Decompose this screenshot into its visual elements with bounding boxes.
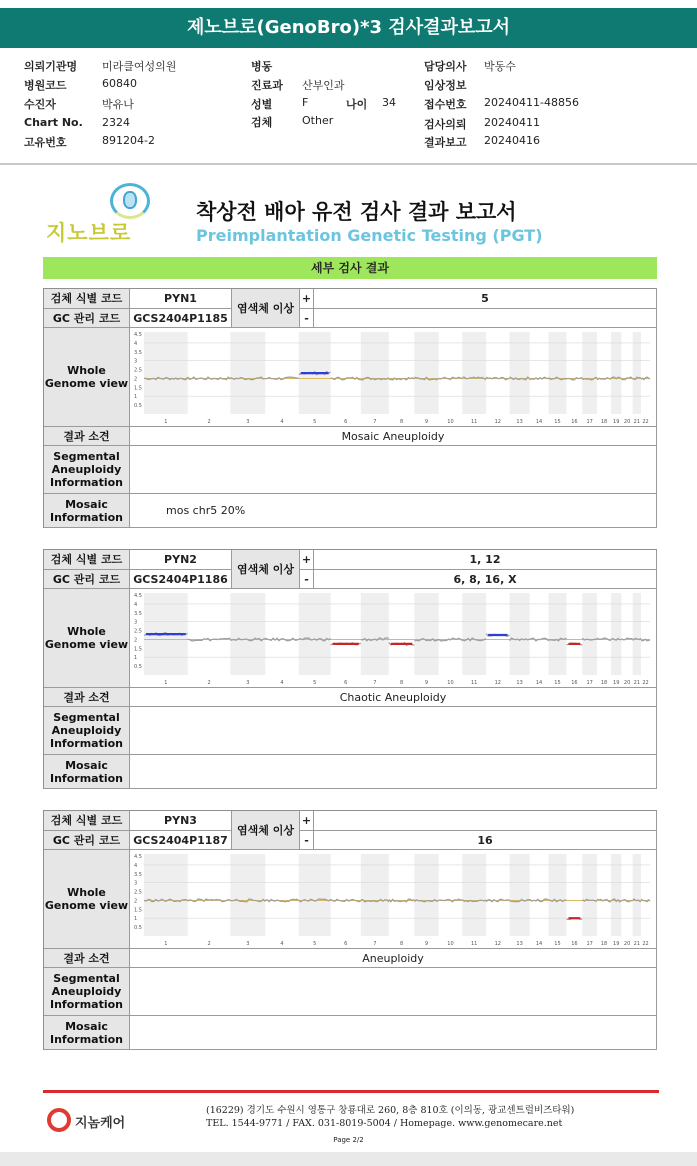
label-segmental: Segmental Aneuploidy Information — [44, 446, 130, 494]
whole-genome-chart-cell — [130, 589, 657, 688]
label-mosaic: Mosaic Information — [44, 755, 130, 789]
patient-info-header — [0, 52, 697, 162]
label-clinical-info: 임상정보 — [424, 79, 467, 92]
label-loss: - — [300, 831, 314, 850]
chromosome-band — [611, 593, 621, 675]
copy-number-trace — [621, 900, 632, 902]
chromosome-label: 11 — [471, 941, 478, 947]
label-segmental: Segmental Aneuploidy Information — [44, 707, 130, 755]
footer-contact: TEL. 1544-9771 / FAX. 031-8019-5004 / Homepage. www.genomecare.net — [206, 1118, 563, 1129]
value-doctor: 박동수 — [484, 60, 516, 73]
logo-text: 지노브로 — [46, 221, 132, 245]
y-tick-label: 3.5 — [134, 349, 142, 356]
y-tick-label: 2 — [134, 637, 138, 644]
chromosome-label: 19 — [613, 419, 620, 425]
chromosome-label: 2 — [207, 941, 211, 947]
value-result: Chaotic Aneuploidy — [130, 688, 657, 707]
value-segmental — [130, 446, 657, 494]
chromosome-band — [633, 332, 641, 414]
value-patient: 박유나 — [102, 98, 134, 111]
chromosome-label: 16 — [571, 680, 578, 686]
label-result: 결과 소견 — [44, 949, 130, 968]
label-gain: + — [300, 289, 314, 309]
label-chromosome-abnormality: 염색체 이상 — [232, 289, 300, 328]
whole-genome-chart-cell — [130, 850, 657, 949]
y-tick-label: 1.5 — [134, 907, 142, 914]
chromosome-label: 21 — [633, 419, 641, 425]
chromosome-label: 15 — [554, 680, 561, 686]
label-age: 나이 — [346, 98, 368, 111]
chromosome-label: 10 — [447, 941, 454, 947]
chromosome-label: 6 — [344, 419, 348, 425]
y-tick-label: 4 — [134, 340, 138, 347]
chromosome-label: 11 — [471, 680, 478, 686]
value-gain-chromosomes: 1, 12 — [314, 550, 657, 570]
page-number: Page 2/2 — [333, 1136, 364, 1144]
label-gc-code: GC 관리 코드 — [44, 309, 130, 328]
label-gain: + — [300, 811, 314, 831]
chromosome-band — [361, 332, 389, 414]
chromosome-label: 21 — [633, 680, 641, 686]
value-chart-no: 2324 — [102, 116, 130, 129]
y-tick-label: 4.5 — [134, 854, 142, 860]
chromosome-label: 7 — [373, 419, 377, 425]
chromosome-band — [633, 854, 641, 936]
value-client: 미라클여성의원 — [102, 60, 177, 73]
copy-number-trace — [265, 638, 298, 641]
chromosome-label: 7 — [373, 941, 377, 947]
chromosome-band — [230, 332, 265, 414]
value-loss-chromosomes: 16 — [314, 831, 657, 850]
chromosome-label: 18 — [600, 419, 608, 425]
chromosome-label: 12 — [494, 941, 501, 947]
chromosome-label: 19 — [613, 680, 620, 686]
label-loss: - — [300, 570, 314, 589]
genobro-logo — [46, 183, 161, 243]
label-sex: 성별 — [251, 98, 273, 111]
chromosome-label: 16 — [571, 941, 578, 947]
copy-number-trace — [641, 377, 650, 379]
y-tick-label: 3 — [134, 358, 138, 365]
y-tick-label: 0.5 — [134, 403, 142, 410]
y-tick-label: 2.5 — [134, 367, 142, 374]
chromosome-label: 6 — [344, 680, 348, 686]
chromosome-label: 1 — [164, 680, 168, 686]
label-whole-genome-view: Whole Genome view — [44, 850, 130, 949]
label-doctor: 담당의사 — [424, 60, 467, 73]
value-sex: F — [302, 96, 309, 109]
chromosome-band — [462, 332, 486, 414]
y-tick-label: 1.5 — [134, 385, 142, 392]
chromosome-label: 8 — [399, 419, 404, 425]
chromosome-label: 13 — [516, 941, 523, 947]
chromosome-label: 22 — [642, 680, 649, 686]
value-department: 산부인과 — [302, 79, 345, 92]
chromosome-label: 13 — [516, 419, 523, 425]
value-age: 34 — [382, 96, 396, 109]
report-subtitle: Preimplantation Genetic Testing (PGT) — [196, 226, 543, 245]
chromosome-band — [462, 593, 486, 675]
y-tick-label: 3.5 — [134, 871, 142, 878]
label-chromosome-abnormality: 염색체 이상 — [232, 811, 300, 850]
y-tick-label: 1 — [134, 394, 138, 401]
chromosome-label: 14 — [535, 419, 543, 425]
label-request-date: 검사의뢰 — [424, 118, 467, 131]
label-sample-code: 검체 식별 코드 — [44, 289, 130, 309]
chromosome-label: 22 — [642, 941, 649, 947]
y-tick-label: 1 — [134, 655, 138, 662]
chromosome-label: 10 — [447, 680, 454, 686]
y-tick-label: 2.5 — [134, 889, 142, 896]
label-gain: + — [300, 550, 314, 570]
value-request-date: 20240411 — [484, 116, 540, 129]
chromosome-label: 4 — [280, 680, 284, 686]
chromosome-band — [582, 854, 597, 936]
footer-address: (16229) 경기도 수원시 영통구 창룡대로 260, 8층 810호 (이의동, 광교센트럴비즈타워) — [206, 1105, 575, 1116]
label-loss: - — [300, 309, 314, 328]
label-ward: 병동 — [251, 60, 273, 73]
report-title: 착상전 배아 유전 검사 결과 보고서 — [196, 200, 517, 224]
y-tick-label: 4.5 — [134, 332, 142, 338]
value-gc-code: GCS2404P1185 — [130, 309, 232, 328]
chromosome-band — [510, 593, 530, 675]
sample-block — [43, 549, 657, 789]
y-tick-label: 1.5 — [134, 646, 142, 653]
y-tick-label: 3 — [134, 619, 138, 626]
footer-address-block — [206, 1104, 574, 1130]
chromosome-band — [633, 593, 641, 675]
whole-genome-chart — [130, 589, 657, 688]
label-whole-genome-view: Whole Genome view — [44, 328, 130, 427]
value-loss-chromosomes — [314, 309, 657, 328]
logo-embryo-icon — [123, 191, 137, 209]
chromosome-label: 6 — [344, 941, 348, 947]
chromosome-label: 18 — [600, 941, 608, 947]
chromosome-label: 15 — [554, 941, 561, 947]
label-receipt-no: 접수번호 — [424, 98, 467, 111]
chromosome-label: 9 — [424, 680, 429, 686]
value-segmental — [130, 707, 657, 755]
whole-genome-chart — [130, 328, 657, 427]
value-hospital-code: 60840 — [102, 77, 137, 90]
chromosome-label: 3 — [246, 941, 250, 947]
chromosome-band — [611, 854, 621, 936]
label-gc-code: GC 관리 코드 — [44, 570, 130, 589]
chromosome-label: 10 — [447, 419, 454, 425]
label-whole-genome-view: Whole Genome view — [44, 589, 130, 688]
chromosome-label: 8 — [399, 680, 404, 686]
label-mosaic: Mosaic Information — [44, 494, 130, 528]
value-gain-chromosomes: 5 — [314, 289, 657, 309]
chromosome-label: 14 — [535, 680, 543, 686]
value-sample-code: PYN1 — [130, 289, 232, 309]
y-tick-label: 2 — [134, 376, 138, 383]
y-tick-label: 3 — [134, 880, 138, 887]
chromosome-label: 2 — [207, 680, 211, 686]
chromosome-band — [582, 593, 597, 675]
chromosome-label: 12 — [494, 680, 501, 686]
value-gain-chromosomes — [314, 811, 657, 831]
label-unique-no: 고유번호 — [24, 136, 67, 149]
chromosome-band — [548, 593, 566, 675]
value-loss-chromosomes: 6, 8, 16, X — [314, 570, 657, 589]
label-sample-code: 검체 식별 코드 — [44, 550, 130, 570]
value-segmental — [130, 968, 657, 1016]
value-result: Mosaic Aneuploidy — [130, 427, 657, 446]
genomecare-g-icon — [47, 1108, 71, 1132]
chromosome-label: 20 — [623, 419, 631, 425]
chromosome-label: 17 — [586, 419, 593, 425]
y-tick-label: 4 — [134, 862, 138, 869]
chromosome-label: 17 — [586, 680, 593, 686]
label-report-date: 결과보고 — [424, 136, 467, 149]
label-gc-code: GC 관리 코드 — [44, 831, 130, 850]
copy-number-trace — [530, 377, 549, 380]
chromosome-label: 8 — [399, 941, 404, 947]
chromosome-label: 12 — [494, 419, 501, 425]
chromosome-label: 18 — [600, 680, 608, 686]
label-segmental: Segmental Aneuploidy Information — [44, 968, 130, 1016]
chromosome-band — [414, 332, 438, 414]
chromosome-band — [582, 332, 597, 414]
chromosome-band — [299, 854, 331, 936]
label-hospital-code: 병원코드 — [24, 79, 67, 92]
y-tick-label: 1 — [134, 916, 138, 923]
chromosome-band — [230, 854, 265, 936]
chromosome-band — [361, 854, 389, 936]
chromosome-band — [414, 593, 438, 675]
label-result: 결과 소견 — [44, 427, 130, 446]
chromosome-label: 7 — [373, 680, 377, 686]
copy-number-trace — [331, 377, 361, 380]
value-report-date: 20240416 — [484, 134, 540, 147]
sample-block — [43, 288, 657, 528]
chromosome-band — [144, 854, 188, 936]
value-mosaic: mos chr5 20% — [130, 494, 657, 528]
chromosome-label: 5 — [313, 419, 317, 425]
chromosome-label: 16 — [571, 419, 578, 425]
y-tick-label: 0.5 — [134, 664, 142, 671]
chromosome-band — [414, 854, 438, 936]
value-mosaic — [130, 1016, 657, 1050]
value-sample-code: PYN3 — [130, 811, 232, 831]
chromosome-label: 11 — [471, 419, 478, 425]
page-title: 제노브로(GenoBro)*3 검사결과보고서 — [0, 8, 697, 48]
chromosome-band — [144, 332, 188, 414]
chromosome-band — [361, 593, 389, 675]
chromosome-band — [299, 593, 331, 675]
whole-genome-chart — [130, 850, 657, 949]
chromosome-band — [510, 854, 530, 936]
sample-block — [43, 810, 657, 1050]
label-mosaic: Mosaic Information — [44, 1016, 130, 1050]
footer-divider — [43, 1090, 659, 1093]
chromosome-label: 1 — [164, 419, 168, 425]
chromosome-band — [462, 854, 486, 936]
value-gc-code: GCS2404P1186 — [130, 570, 232, 589]
chromosome-label: 1 — [164, 941, 168, 947]
label-patient: 수진자 — [24, 98, 56, 111]
chromosome-label: 21 — [633, 941, 641, 947]
chromosome-label: 5 — [313, 680, 317, 686]
chromosome-band — [611, 332, 621, 414]
genomecare-logo — [47, 1108, 157, 1134]
chromosome-label: 19 — [613, 941, 620, 947]
chromosome-label: 2 — [207, 419, 211, 425]
label-result: 결과 소견 — [44, 688, 130, 707]
company-name: 지놈케어 — [75, 1116, 126, 1131]
value-unique-no: 891204-2 — [102, 134, 155, 147]
value-result: Aneuploidy — [130, 949, 657, 968]
chromosome-label: 9 — [424, 941, 429, 947]
value-receipt-no: 20240411-48856 — [484, 96, 579, 109]
section-header: 세부 검사 결과 — [43, 257, 657, 279]
value-mosaic — [130, 755, 657, 789]
chromosome-band — [230, 593, 265, 675]
label-chart-no: Chart No. — [24, 116, 83, 129]
chromosome-label: 20 — [623, 680, 631, 686]
whole-genome-chart-cell — [130, 328, 657, 427]
chromosome-label: 3 — [246, 680, 250, 686]
chromosome-label: 22 — [642, 419, 649, 425]
label-client: 의뢰기관명 — [24, 60, 78, 73]
y-tick-label: 4 — [134, 601, 138, 608]
chromosome-label: 13 — [516, 680, 523, 686]
label-department: 진료과 — [251, 79, 283, 92]
copy-number-trace — [331, 899, 361, 901]
header-divider — [0, 163, 697, 165]
y-tick-label: 4.5 — [134, 593, 142, 599]
copy-number-trace — [188, 377, 231, 380]
chromosome-band — [548, 332, 566, 414]
copy-number-trace — [641, 899, 650, 902]
label-specimen: 검체 — [251, 116, 273, 129]
chromosome-band — [548, 854, 566, 936]
y-tick-label: 2.5 — [134, 628, 142, 635]
value-sample-code: PYN2 — [130, 550, 232, 570]
chromosome-label: 17 — [586, 941, 593, 947]
chromosome-label: 20 — [623, 941, 631, 947]
chromosome-label: 3 — [246, 419, 250, 425]
chromosome-label: 4 — [280, 419, 284, 425]
label-sample-code: 검체 식별 코드 — [44, 811, 130, 831]
chromosome-label: 4 — [280, 941, 284, 947]
value-specimen: Other — [302, 114, 334, 127]
y-tick-label: 3.5 — [134, 610, 142, 617]
bottom-band — [0, 1152, 697, 1166]
chromosome-label: 5 — [313, 941, 317, 947]
chromosome-band — [510, 332, 530, 414]
chromosome-label: 14 — [535, 941, 543, 947]
y-tick-label: 0.5 — [134, 925, 142, 932]
y-tick-label: 2 — [134, 898, 138, 905]
chromosome-label: 9 — [424, 419, 429, 425]
chromosome-label: 15 — [554, 419, 561, 425]
value-gc-code: GCS2404P1187 — [130, 831, 232, 850]
label-chromosome-abnormality: 염색체 이상 — [232, 550, 300, 589]
